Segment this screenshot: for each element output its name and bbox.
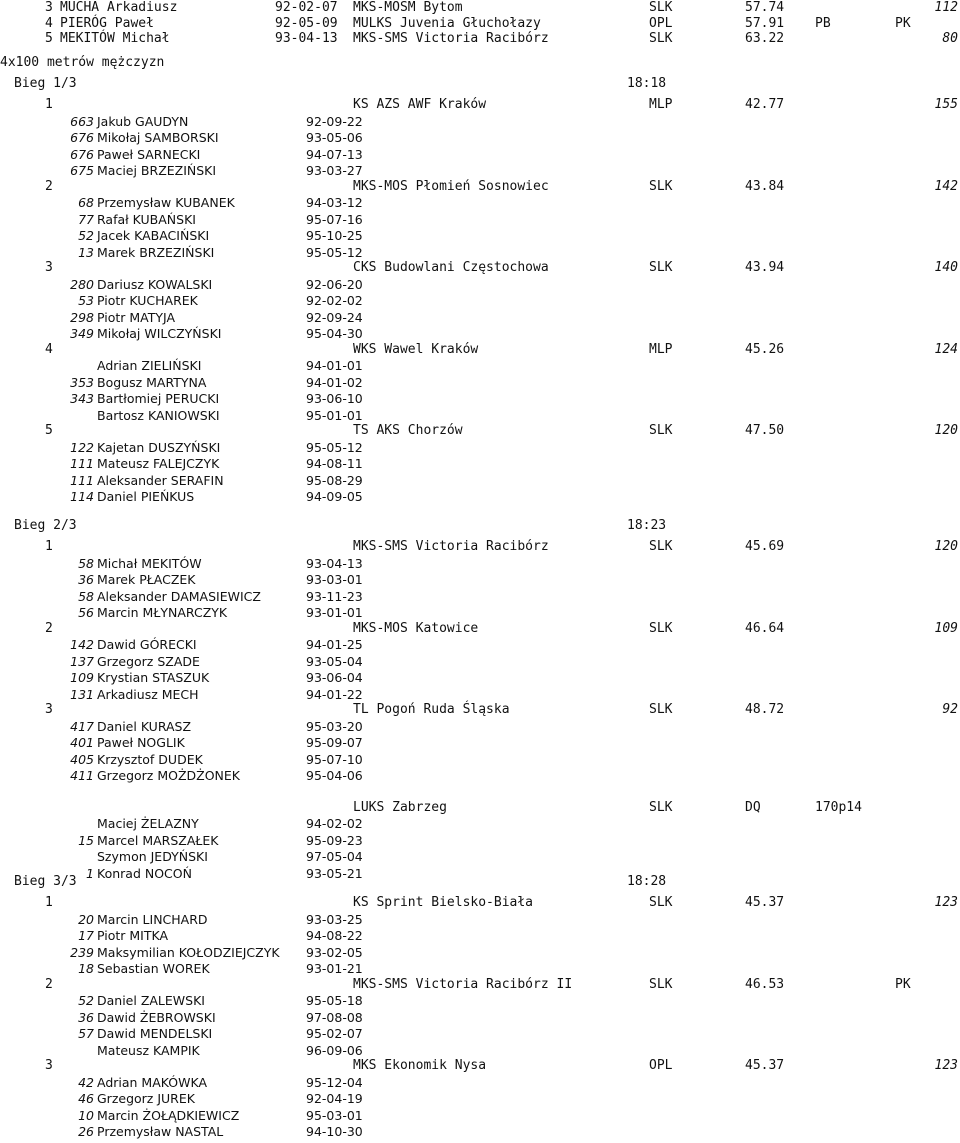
runner-birth-date: 93-01-01 bbox=[306, 605, 363, 620]
region-code: SLK bbox=[649, 31, 673, 46]
runner-birth-date: 94-08-11 bbox=[306, 456, 363, 471]
runner-bib: 280 bbox=[70, 277, 94, 292]
runner-name: Daniel ZALEWSKI bbox=[97, 993, 205, 1008]
team-time: 45.37 bbox=[745, 1058, 785, 1073]
team-club: MKS-MOS Katowice bbox=[353, 621, 479, 636]
runner-bib: 53 bbox=[78, 293, 94, 308]
team-time: 43.84 bbox=[745, 179, 785, 194]
team-row bbox=[0, 539, 960, 555]
runner-bib: 58 bbox=[78, 589, 94, 604]
team-place: 1 bbox=[45, 97, 53, 112]
runner-name: Maciej BRZEZIŃSKI bbox=[97, 163, 217, 178]
team-place: 1 bbox=[45, 895, 53, 910]
runner-row bbox=[0, 440, 960, 456]
heat-time: 18:18 bbox=[627, 76, 667, 91]
runner-bib: 411 bbox=[70, 768, 94, 783]
runner-name: Mikołaj WILCZYŃSKI bbox=[97, 326, 222, 341]
runner-row bbox=[0, 212, 960, 228]
team-row bbox=[0, 800, 960, 816]
runner-name: Jacek KABACIŃSKI bbox=[97, 228, 210, 243]
event-title-text: 4x100 metrów mężczyzn bbox=[0, 55, 165, 70]
team-region: SLK bbox=[649, 895, 673, 910]
runner-row bbox=[0, 912, 960, 928]
runner-row bbox=[0, 1108, 960, 1124]
team-points: 140 bbox=[934, 260, 958, 275]
team-place: 2 bbox=[45, 621, 53, 636]
runner-name: Dawid MENDELSKI bbox=[97, 1026, 213, 1041]
heat-header bbox=[0, 874, 960, 890]
runner-bib: 109 bbox=[70, 670, 94, 685]
runner-row bbox=[0, 589, 960, 605]
points: 112 bbox=[934, 0, 958, 15]
runner-bib: 298 bbox=[70, 310, 94, 325]
team-points: 124 bbox=[934, 342, 958, 357]
runner-birth-date: 95-03-20 bbox=[306, 719, 363, 734]
heat-label: Bieg 1/3 bbox=[14, 76, 77, 91]
runner-birth-date: 95-07-16 bbox=[306, 212, 363, 227]
runner-birth-date: 92-06-20 bbox=[306, 277, 363, 292]
team-place: 2 bbox=[45, 977, 53, 992]
runner-birth-date: 93-02-05 bbox=[306, 945, 363, 960]
runner-row bbox=[0, 605, 960, 621]
runner-birth-date: 93-11-23 bbox=[306, 589, 363, 604]
runner-birth-date: 93-05-06 bbox=[306, 130, 363, 145]
runner-birth-date: 95-12-04 bbox=[306, 1075, 363, 1090]
mark-2: PK bbox=[895, 16, 911, 31]
birth-date: 93-04-13 bbox=[275, 31, 338, 46]
runner-name: Kajetan DUSZYŃSKI bbox=[97, 440, 221, 455]
team-region: SLK bbox=[649, 977, 673, 992]
runner-birth-date: 94-01-01 bbox=[306, 358, 363, 373]
team-time: DQ bbox=[745, 800, 761, 815]
runner-bib: 676 bbox=[70, 130, 94, 145]
team-region: SLK bbox=[649, 539, 673, 554]
place: 3 bbox=[45, 0, 53, 15]
runner-row bbox=[0, 358, 960, 374]
runner-row bbox=[0, 1075, 960, 1091]
runner-birth-date: 96-09-06 bbox=[306, 1043, 363, 1058]
runner-row bbox=[0, 473, 960, 489]
team-row bbox=[0, 977, 960, 993]
club-name: MKS-SMS Victoria Racibórz bbox=[353, 31, 549, 46]
runner-row bbox=[0, 1026, 960, 1042]
runner-row bbox=[0, 735, 960, 751]
runner-row bbox=[0, 408, 960, 424]
result-time: 63.22 bbox=[745, 31, 785, 46]
runner-row bbox=[0, 489, 960, 505]
runner-birth-date: 94-01-22 bbox=[306, 687, 363, 702]
runner-name: Piotr MITKA bbox=[97, 928, 169, 943]
runner-row bbox=[0, 326, 960, 342]
runner-name: Konrad NOCOŃ bbox=[97, 866, 192, 881]
runner-bib: 1 bbox=[86, 866, 94, 881]
runner-row bbox=[0, 1010, 960, 1026]
runner-birth-date: 92-09-22 bbox=[306, 114, 363, 129]
runner-birth-date: 94-03-12 bbox=[306, 195, 363, 210]
team-points: 123 bbox=[934, 1058, 958, 1073]
team-points: 120 bbox=[934, 423, 958, 438]
team-region: SLK bbox=[649, 423, 673, 438]
runner-birth-date: 95-09-23 bbox=[306, 833, 363, 848]
heat-label: Bieg 3/3 bbox=[14, 874, 77, 889]
team-club: TS AKS Chorzów bbox=[353, 423, 463, 438]
runner-name: Mateusz KAMPIK bbox=[97, 1043, 200, 1058]
runner-birth-date: 92-04-19 bbox=[306, 1091, 363, 1106]
heat-time: 18:23 bbox=[627, 518, 667, 533]
team-club: TL Pogoń Ruda Śląska bbox=[353, 702, 510, 717]
runner-bib: 676 bbox=[70, 147, 94, 162]
runner-birth-date: 94-02-02 bbox=[306, 816, 363, 831]
team-club: WKS Wawel Kraków bbox=[353, 342, 479, 357]
runner-row bbox=[0, 993, 960, 1009]
team-row bbox=[0, 621, 960, 637]
runner-bib: 20 bbox=[78, 912, 94, 927]
team-time: 45.26 bbox=[745, 342, 785, 357]
team-row bbox=[0, 179, 960, 195]
runner-birth-date: 95-05-18 bbox=[306, 993, 363, 1008]
runner-row bbox=[0, 245, 960, 261]
runner-name: Mikołaj SAMBORSKI bbox=[97, 130, 219, 145]
runner-birth-date: 95-02-07 bbox=[306, 1026, 363, 1041]
runner-bib: 111 bbox=[70, 473, 94, 488]
team-club: KS AZS AWF Kraków bbox=[353, 97, 487, 112]
runner-name: Bartosz KANIOWSKI bbox=[97, 408, 220, 423]
team-place: 1 bbox=[45, 539, 53, 554]
runner-birth-date: 95-08-29 bbox=[306, 473, 363, 488]
runner-row bbox=[0, 114, 960, 130]
result-row bbox=[0, 0, 960, 16]
team-club: CKS Budowlani Częstochowa bbox=[353, 260, 549, 275]
runner-row bbox=[0, 961, 960, 977]
runner-row bbox=[0, 719, 960, 735]
runner-name: Maksymilian KOŁODZIEJCZYK bbox=[97, 945, 280, 960]
runner-birth-date: 95-09-07 bbox=[306, 735, 363, 750]
runner-name: Marcin ŻOŁĄDKIEWICZ bbox=[97, 1108, 240, 1123]
team-club: LUKS Zabrzeg bbox=[353, 800, 447, 815]
heat-header bbox=[0, 518, 960, 534]
runner-row bbox=[0, 1091, 960, 1107]
runner-bib: 142 bbox=[70, 637, 94, 652]
runner-name: Daniel PIEŃKUS bbox=[97, 489, 195, 504]
mark-1: PB bbox=[815, 16, 831, 31]
club-name: MKS-MOSM Bytom bbox=[353, 0, 463, 15]
runner-row bbox=[0, 833, 960, 849]
runner-row bbox=[0, 375, 960, 391]
team-club: MKS-SMS Victoria Racibórz II bbox=[353, 977, 573, 992]
team-time: 47.50 bbox=[745, 423, 785, 438]
team-row bbox=[0, 702, 960, 718]
runner-name: Sebastian WOREK bbox=[97, 961, 210, 976]
runner-birth-date: 94-01-25 bbox=[306, 637, 363, 652]
team-row bbox=[0, 1058, 960, 1074]
runner-bib: 349 bbox=[70, 326, 94, 341]
runner-birth-date: 93-06-10 bbox=[306, 391, 363, 406]
runner-bib: 122 bbox=[70, 440, 94, 455]
runner-row bbox=[0, 752, 960, 768]
runner-row bbox=[0, 572, 960, 588]
team-place: 5 bbox=[45, 423, 53, 438]
runner-name: Piotr MATYJA bbox=[97, 310, 176, 325]
runner-name: Krzysztof DUDEK bbox=[97, 752, 203, 767]
runner-row bbox=[0, 849, 960, 865]
runner-bib: 663 bbox=[70, 114, 94, 129]
runner-bib: 137 bbox=[70, 654, 94, 669]
runner-row bbox=[0, 293, 960, 309]
team-time: 45.69 bbox=[745, 539, 785, 554]
team-club: MKS-SMS Victoria Racibórz bbox=[353, 539, 549, 554]
runner-name: Grzegorz JUREK bbox=[97, 1091, 195, 1106]
team-row bbox=[0, 97, 960, 113]
runner-bib: 56 bbox=[78, 605, 94, 620]
runner-name: Aleksander DAMASIEWICZ bbox=[97, 589, 261, 604]
team-row bbox=[0, 342, 960, 358]
runner-name: Arkadiusz MECH bbox=[97, 687, 199, 702]
runner-birth-date: 95-04-30 bbox=[306, 326, 363, 341]
runner-bib: 111 bbox=[70, 456, 94, 471]
runner-bib: 57 bbox=[78, 1026, 94, 1041]
runner-birth-date: 94-09-05 bbox=[306, 489, 363, 504]
team-points: 109 bbox=[934, 621, 958, 636]
runner-birth-date: 94-07-13 bbox=[306, 147, 363, 162]
team-region: MLP bbox=[649, 342, 673, 357]
runner-bib: 15 bbox=[78, 833, 94, 848]
runner-name: Piotr KUCHAREK bbox=[97, 293, 198, 308]
runner-birth-date: 95-07-10 bbox=[306, 752, 363, 767]
runner-row bbox=[0, 147, 960, 163]
runner-row bbox=[0, 195, 960, 211]
result-row bbox=[0, 16, 960, 32]
runner-bib: 52 bbox=[78, 228, 94, 243]
runner-name: Maciej ŻELAZNY bbox=[97, 816, 199, 831]
runner-row bbox=[0, 670, 960, 686]
club-name: MULKS Juvenia Głuchołazy bbox=[353, 16, 541, 31]
team-region: SLK bbox=[649, 621, 673, 636]
team-region: OPL bbox=[649, 1058, 673, 1073]
runner-bib: 77 bbox=[78, 212, 94, 227]
team-time: 45.37 bbox=[745, 895, 785, 910]
team-time: 48.72 bbox=[745, 702, 785, 717]
runner-birth-date: 94-08-22 bbox=[306, 928, 363, 943]
runner-bib: 68 bbox=[78, 195, 94, 210]
runner-birth-date: 93-03-25 bbox=[306, 912, 363, 927]
runner-name: Dawid ŻEBROWSKI bbox=[97, 1010, 216, 1025]
team-region: SLK bbox=[649, 260, 673, 275]
team-region: SLK bbox=[649, 800, 673, 815]
runner-bib: 58 bbox=[78, 556, 94, 571]
athlete-name: MUCHA Arkadiusz bbox=[60, 0, 178, 15]
runner-name: Mateusz FALEJCZYK bbox=[97, 456, 220, 471]
team-note: 170p14 bbox=[815, 800, 862, 815]
runner-bib: 46 bbox=[78, 1091, 94, 1106]
team-time: 46.64 bbox=[745, 621, 785, 636]
birth-date: 92-02-07 bbox=[275, 0, 338, 15]
runner-birth-date: 93-06-04 bbox=[306, 670, 363, 685]
runner-row bbox=[0, 456, 960, 472]
runner-name: Szymon JEDYŃSKI bbox=[97, 849, 208, 864]
runner-name: Jakub GAUDYN bbox=[97, 114, 189, 129]
team-club: KS Sprint Bielsko-Biała bbox=[353, 895, 534, 910]
runner-bib: 10 bbox=[78, 1108, 94, 1123]
birth-date: 92-05-09 bbox=[275, 16, 338, 31]
athlete-name: PIERÓG Paweł bbox=[60, 16, 154, 31]
team-place: 3 bbox=[45, 1058, 53, 1073]
runner-bib: 114 bbox=[70, 489, 94, 504]
team-region: MLP bbox=[649, 97, 673, 112]
runner-birth-date: 93-03-01 bbox=[306, 572, 363, 587]
points: 80 bbox=[942, 31, 958, 46]
runner-bib: 42 bbox=[78, 1075, 94, 1090]
runner-birth-date: 97-05-04 bbox=[306, 849, 363, 864]
runner-birth-date: 95-10-25 bbox=[306, 228, 363, 243]
team-club: MKS Ekonomik Nysa bbox=[353, 1058, 487, 1073]
runner-row bbox=[0, 130, 960, 146]
team-points: 123 bbox=[934, 895, 958, 910]
runner-row bbox=[0, 310, 960, 326]
runner-birth-date: 93-03-27 bbox=[306, 163, 363, 178]
runner-bib: 131 bbox=[70, 687, 94, 702]
runner-name: Dariusz KOWALSKI bbox=[97, 277, 213, 292]
runner-bib: 26 bbox=[78, 1124, 94, 1139]
runner-name: Grzegorz SZADE bbox=[97, 654, 200, 669]
runner-row bbox=[0, 816, 960, 832]
runner-name: Marek BRZEZIŃSKI bbox=[97, 245, 215, 260]
place: 5 bbox=[45, 31, 53, 46]
runner-row bbox=[0, 1043, 960, 1059]
runner-birth-date: 93-01-21 bbox=[306, 961, 363, 976]
runner-birth-date: 94-01-02 bbox=[306, 375, 363, 390]
runner-bib: 18 bbox=[78, 961, 94, 976]
team-club: MKS-MOS Płomień Sosnowiec bbox=[353, 179, 549, 194]
team-place: 2 bbox=[45, 179, 53, 194]
team-row bbox=[0, 423, 960, 439]
team-points: 92 bbox=[942, 702, 958, 717]
team-time: 43.94 bbox=[745, 260, 785, 275]
runner-bib: 36 bbox=[78, 572, 94, 587]
runner-bib: 17 bbox=[78, 928, 94, 943]
runner-row bbox=[0, 654, 960, 670]
runner-birth-date: 93-05-04 bbox=[306, 654, 363, 669]
runner-birth-date: 97-08-08 bbox=[306, 1010, 363, 1025]
heat-header bbox=[0, 76, 960, 92]
runner-name: Marcel MARSZAŁEK bbox=[97, 833, 219, 848]
region-code: SLK bbox=[649, 0, 673, 15]
place: 4 bbox=[45, 16, 53, 31]
runner-birth-date: 95-05-12 bbox=[306, 245, 363, 260]
runner-name: Paweł NOGLIK bbox=[97, 735, 185, 750]
team-row bbox=[0, 260, 960, 276]
region-code: OPL bbox=[649, 16, 673, 31]
heat-label: Bieg 2/3 bbox=[14, 518, 77, 533]
runner-row bbox=[0, 687, 960, 703]
runner-birth-date: 92-02-02 bbox=[306, 293, 363, 308]
athlete-name: MEKITÓW Michał bbox=[60, 31, 170, 46]
runner-name: Bogusz MARTYNA bbox=[97, 375, 207, 390]
runner-name: Aleksander SERAFIN bbox=[97, 473, 224, 488]
runner-bib: 675 bbox=[70, 163, 94, 178]
runner-row bbox=[0, 637, 960, 653]
team-region: SLK bbox=[649, 179, 673, 194]
team-place: 3 bbox=[45, 260, 53, 275]
runner-name: Adrian MAKÓWKA bbox=[97, 1075, 208, 1090]
runner-birth-date: 92-09-24 bbox=[306, 310, 363, 325]
runner-bib: 239 bbox=[70, 945, 94, 960]
runner-name: Przemysław NASTAL bbox=[97, 1124, 224, 1139]
team-region: SLK bbox=[649, 702, 673, 717]
team-note: PK bbox=[895, 977, 911, 992]
runner-bib: 52 bbox=[78, 993, 94, 1008]
team-time: 46.53 bbox=[745, 977, 785, 992]
team-place: 3 bbox=[45, 702, 53, 717]
runner-row bbox=[0, 228, 960, 244]
runner-row bbox=[0, 277, 960, 293]
runner-birth-date: 95-03-01 bbox=[306, 1108, 363, 1123]
runner-name: Bartłomiej PERUCKI bbox=[97, 391, 220, 406]
event-title bbox=[0, 55, 960, 71]
runner-name: Michał MEKITÓW bbox=[97, 556, 202, 571]
runner-bib: 353 bbox=[70, 375, 94, 390]
runner-row bbox=[0, 1124, 960, 1140]
runner-name: Marcin LINCHARD bbox=[97, 912, 208, 927]
runner-birth-date: 95-05-12 bbox=[306, 440, 363, 455]
team-points: 120 bbox=[934, 539, 958, 554]
runner-name: Dawid GÓRECKI bbox=[97, 637, 197, 652]
runner-bib: 417 bbox=[70, 719, 94, 734]
runner-birth-date: 95-04-06 bbox=[306, 768, 363, 783]
result-time: 57.74 bbox=[745, 0, 785, 15]
runner-bib: 36 bbox=[78, 1010, 94, 1025]
heat-time: 18:28 bbox=[627, 874, 667, 889]
runner-name: Krystian STASZUK bbox=[97, 670, 210, 685]
team-place: 4 bbox=[45, 342, 53, 357]
runner-name: Marcin MŁYNARCZYK bbox=[97, 605, 228, 620]
runner-name: Daniel KURASZ bbox=[97, 719, 192, 734]
team-time: 42.77 bbox=[745, 97, 785, 112]
runner-birth-date: 93-05-21 bbox=[306, 866, 363, 881]
runner-name: Grzegorz MOŻDŻONEK bbox=[97, 768, 240, 783]
runner-row bbox=[0, 391, 960, 407]
runner-row bbox=[0, 163, 960, 179]
runner-bib: 343 bbox=[70, 391, 94, 406]
team-points: 142 bbox=[934, 179, 958, 194]
runner-name: Marek PŁACZEK bbox=[97, 572, 196, 587]
runner-row bbox=[0, 556, 960, 572]
result-row bbox=[0, 31, 960, 47]
runner-row bbox=[0, 945, 960, 961]
runner-bib: 401 bbox=[70, 735, 94, 750]
team-row bbox=[0, 895, 960, 911]
runner-bib: 13 bbox=[78, 245, 94, 260]
runner-bib: 405 bbox=[70, 752, 94, 767]
runner-name: Adrian ZIELIŃSKI bbox=[97, 358, 202, 373]
runner-name: Przemysław KUBANEK bbox=[97, 195, 235, 210]
runner-birth-date: 95-01-01 bbox=[306, 408, 363, 423]
team-points: 155 bbox=[934, 97, 958, 112]
runner-row bbox=[0, 928, 960, 944]
runner-name: Rafał KUBAŃSKI bbox=[97, 212, 196, 227]
runner-birth-date: 93-04-13 bbox=[306, 556, 363, 571]
runner-birth-date: 94-10-30 bbox=[306, 1124, 363, 1139]
result-time: 57.91 bbox=[745, 16, 785, 31]
runner-row bbox=[0, 768, 960, 784]
runner-name: Paweł SARNECKI bbox=[97, 147, 201, 162]
